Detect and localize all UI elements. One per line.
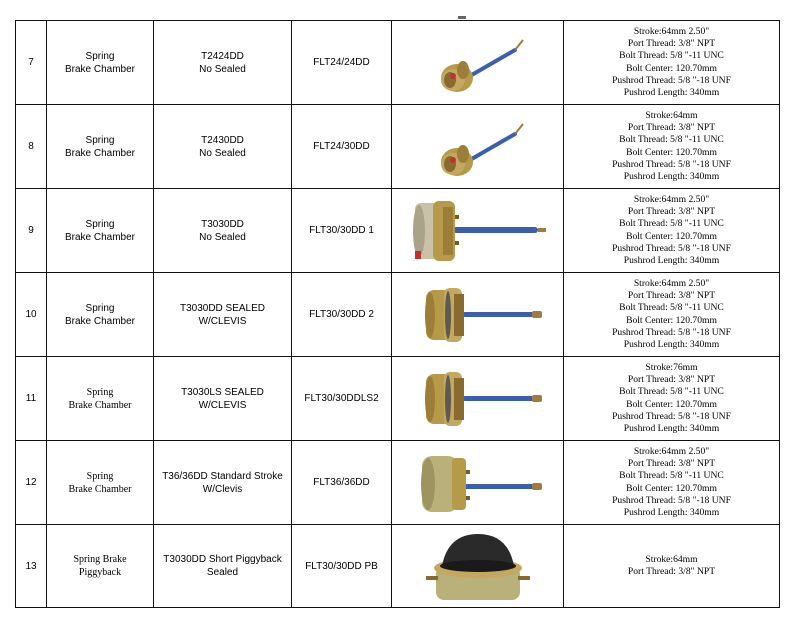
product-code: FLT24/30DD (292, 105, 392, 189)
page-edge-mark (458, 16, 466, 19)
specifications: Stroke:64mm Port Thread: 3/8" NPT (564, 525, 780, 608)
product-photo (392, 441, 564, 525)
row-number: 9 (16, 189, 47, 273)
row-number: 11 (16, 357, 47, 441)
product-photo (392, 189, 564, 273)
sealed-brake-chamber-icon (408, 280, 548, 350)
table-row (16, 273, 780, 357)
product-code: FLT30/30DD 2 (292, 273, 392, 357)
piggyback-chamber-icon (418, 528, 538, 604)
product-type: Spring Brake Chamber (47, 189, 154, 273)
row-number: 10 (16, 273, 47, 357)
product-type: Spring Brake Chamber (47, 105, 154, 189)
specifications: Stroke:64mm Port Thread: 3/8" NPT Bolt Thread: 5/8 "-11 UNC Bolt Center: 120.70mm Pushrod Thread: 5/8 "-18 UNF Pushrod Length: 340mm (564, 105, 780, 189)
spring-brake-chamber-small-icon (423, 28, 533, 98)
product-type: Spring Brake Chamber (47, 273, 154, 357)
specifications: Stroke:64mm 2.50" Port Thread: 3/8" NPT Bolt Thread: 5/8 "-11 UNC Bolt Center: 120.70mm Pushrod Thread: 5/8 "-18 UNF Pushrod Length: 340mm (564, 273, 780, 357)
model-number: T3030LS SEALED W/CLEVIS (154, 357, 292, 441)
table-row (16, 189, 780, 273)
spring-brake-chamber-small-icon (423, 112, 533, 182)
standard-stroke-chamber-icon (408, 448, 548, 518)
product-code: FLT30/30DD 1 (292, 189, 392, 273)
specifications: Stroke:64mm 2.50" Port Thread: 3/8" NPT Bolt Thread: 5/8 "-11 UNC Bolt Center: 120.70mm Pushrod Thread: 5/8 "-18 UNF Pushrod Length: 340mm (564, 21, 780, 105)
product-code: FLT24/24DD (292, 21, 392, 105)
sealed-brake-chamber-icon (408, 364, 548, 434)
model-number: T3030DD Short Piggyback Sealed (154, 525, 292, 608)
product-photo (392, 273, 564, 357)
specifications: Stroke:64mm 2.50" Port Thread: 3/8" NPT Bolt Thread: 5/8 "-11 UNC Bolt Center: 120.70mm Pushrod Thread: 5/8 "-18 UNF Pushrod Length: 340mm (564, 441, 780, 525)
product-photo (392, 105, 564, 189)
row-number: 13 (16, 525, 47, 608)
table-row (16, 525, 780, 608)
specifications: Stroke:64mm 2.50" Port Thread: 3/8" NPT Bolt Thread: 5/8 "-11 UNC Bolt Center: 120.70mm Pushrod Thread: 5/8 "-18 UNF Pushrod Length: 340mm (564, 189, 780, 273)
product-photo (392, 357, 564, 441)
product-photo (392, 21, 564, 105)
product-code: FLT30/30DDLS2 (292, 357, 392, 441)
row-number: 7 (16, 21, 47, 105)
product-type: Spring Brake Piggyback (47, 525, 154, 608)
model-number: T36/36DD Standard Stroke W/Clevis (154, 441, 292, 525)
model-number: T2424DD No Sealed (154, 21, 292, 105)
product-type: Spring Brake Chamber (47, 441, 154, 525)
product-photo (392, 525, 564, 608)
table-row (16, 105, 780, 189)
model-number: T3030DD SEALED W/CLEVIS (154, 273, 292, 357)
row-number: 8 (16, 105, 47, 189)
spring-brake-chamber-large-icon (403, 193, 553, 269)
table-row (16, 357, 780, 441)
table-row (16, 441, 780, 525)
model-number: T2430DD No Sealed (154, 105, 292, 189)
table-row (16, 21, 780, 105)
product-type: Spring Brake Chamber (47, 357, 154, 441)
row-number: 12 (16, 441, 47, 525)
product-code: FLT30/30DD PB (292, 525, 392, 608)
product-code: FLT36/36DD (292, 441, 392, 525)
product-spec-table (15, 20, 780, 608)
model-number: T3030DD No Sealed (154, 189, 292, 273)
product-type: Spring Brake Chamber (47, 21, 154, 105)
specifications: Stroke:76mm Port Thread: 3/8" NPT Bolt Thread: 5/8 "-11 UNC Bolt Center: 120.70mm Pushrod Thread: 5/8 "-18 UNF Pushrod Length: 340mm (564, 357, 780, 441)
